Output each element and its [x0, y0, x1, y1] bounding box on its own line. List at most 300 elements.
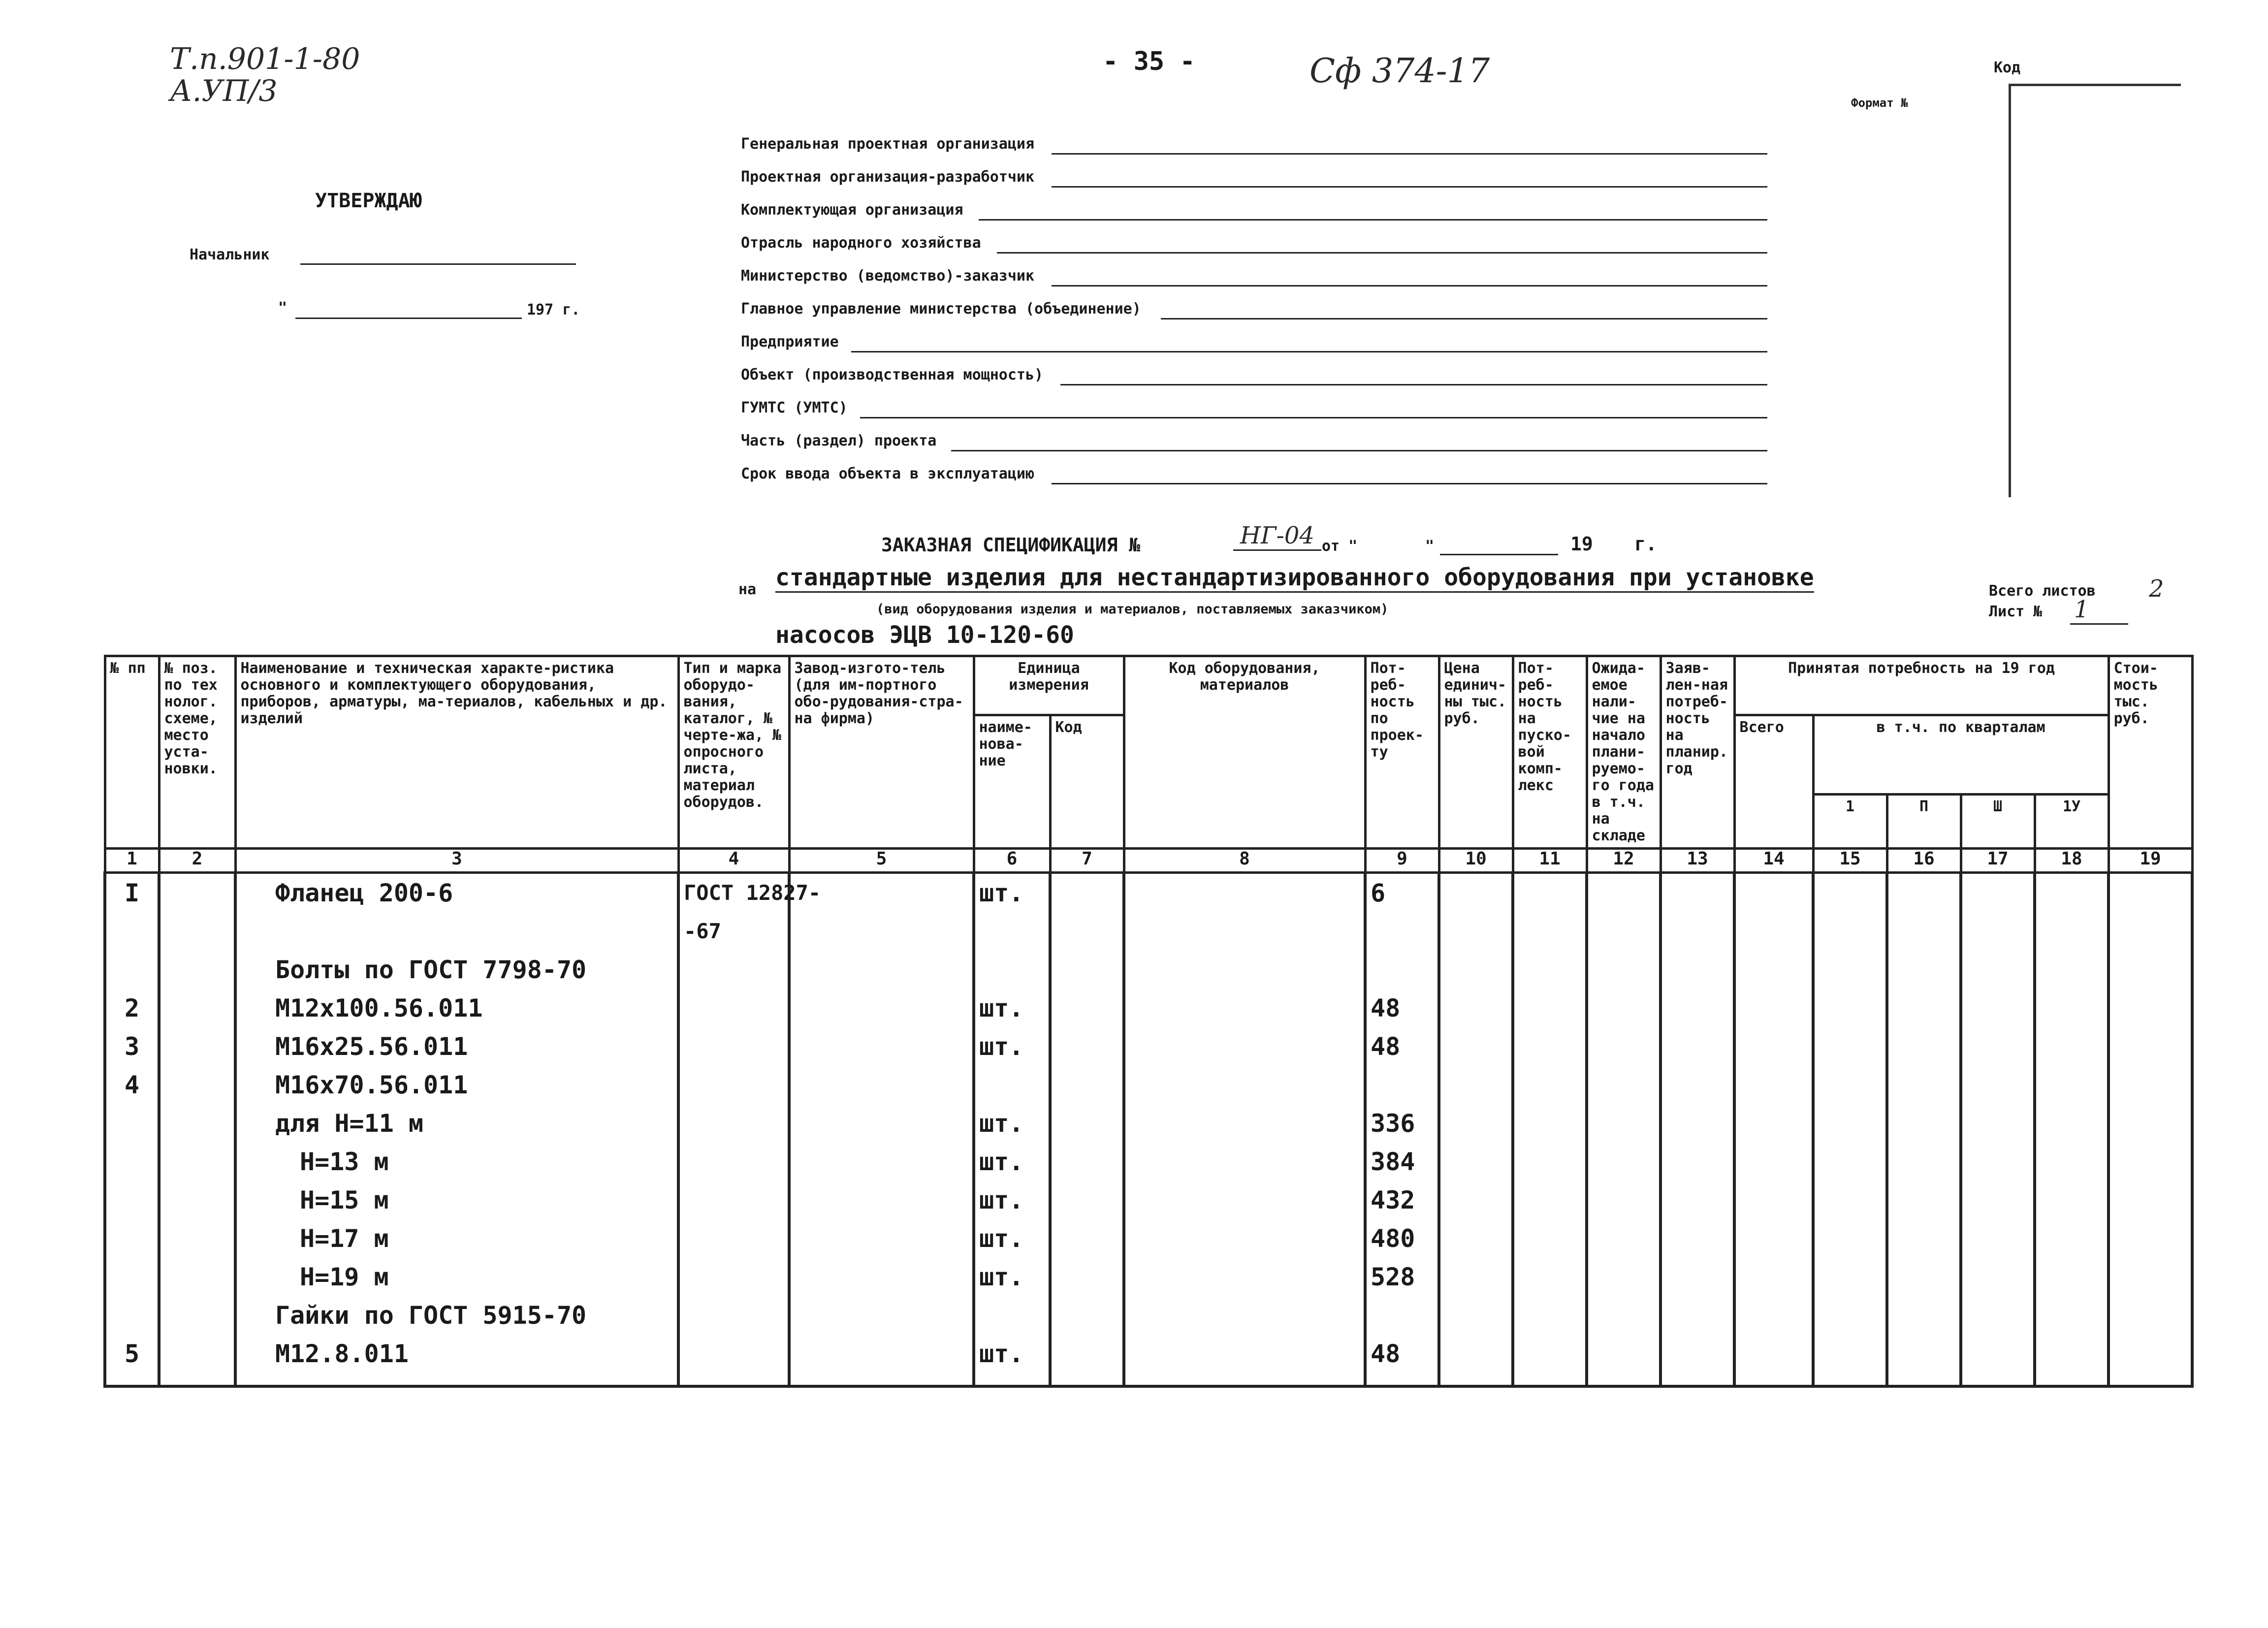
- row-item-name: [235, 989, 678, 1027]
- empty-cell: [1124, 951, 1365, 989]
- format-label: Формат №: [1851, 96, 1908, 110]
- row-item-name: [235, 1181, 678, 1219]
- spec-subject-caption: (вид оборудования изделия и материалов, поставляемых заказчиком): [876, 602, 1389, 617]
- empty-cell: [1887, 873, 1961, 913]
- empty-cell: [1813, 1181, 1887, 1219]
- empty-cell: [1587, 1181, 1661, 1219]
- row-number: [105, 912, 159, 951]
- empty-cell: [1661, 1066, 1734, 1104]
- empty-cell: [2108, 1296, 2192, 1335]
- row-item-unit: шт.: [974, 1219, 1050, 1258]
- row-item-quantity: 48: [1365, 1027, 1439, 1066]
- column-number: 3: [235, 849, 678, 873]
- empty-cell: [1587, 951, 1661, 989]
- table-row: [105, 1066, 2192, 1104]
- organization-fill-line: [1060, 384, 1767, 385]
- table-row: [105, 1219, 2192, 1258]
- empty-cell: [159, 873, 235, 913]
- row-item-quantity: 336: [1365, 1104, 1439, 1143]
- empty-cell: [159, 1219, 235, 1258]
- row-item-type: [678, 1181, 789, 1219]
- empty-cell: [2108, 1143, 2192, 1181]
- empty-cell: [2035, 873, 2108, 913]
- empty-cell: [1961, 1219, 2035, 1258]
- empty-cell: [1813, 1143, 1887, 1181]
- row-item-quantity: 480: [1365, 1219, 1439, 1258]
- row-item-unit: шт.: [974, 1027, 1050, 1066]
- row-item-type: [678, 1027, 789, 1066]
- empty-cell: [1587, 1104, 1661, 1143]
- chief-signature-line: [300, 263, 576, 265]
- empty-cell: [2035, 1066, 2108, 1104]
- header-q3: Ш: [1961, 795, 2035, 849]
- empty-cell: [1734, 1181, 1813, 1219]
- row-item-unit: шт.: [974, 1143, 1050, 1181]
- column-number: 2: [159, 849, 235, 873]
- empty-cell: [1813, 1296, 1887, 1335]
- empty-cell: [2108, 951, 2192, 989]
- empty-cell: [1439, 1181, 1513, 1219]
- empty-cell: [1661, 1143, 1734, 1181]
- empty-cell: [1439, 1143, 1513, 1181]
- organization-fill-line: [851, 351, 1768, 352]
- organization-fill-line: [1052, 153, 1768, 155]
- empty-cell: [1513, 1335, 1587, 1386]
- spec-subject-line2: насосов ЭЦВ 10-120-60: [775, 621, 1074, 649]
- empty-cell: [1050, 1027, 1124, 1066]
- empty-cell: [1050, 1104, 1124, 1143]
- empty-cell: [1961, 1104, 2035, 1143]
- column-number: 18: [2035, 849, 2108, 873]
- empty-cell: [1124, 989, 1365, 1027]
- empty-cell: [1513, 912, 1587, 951]
- row-item-unit: шт.: [974, 989, 1050, 1027]
- table-row: [105, 951, 2192, 989]
- empty-cell: [2108, 1104, 2192, 1143]
- row-item-name-text: Н=17 м: [300, 1224, 389, 1253]
- empty-cell: [1439, 1219, 1513, 1258]
- empty-cell: [1813, 1066, 1887, 1104]
- row-item-name: [235, 1104, 678, 1143]
- row-item-quantity: 432: [1365, 1181, 1439, 1219]
- empty-cell: [2035, 1027, 2108, 1066]
- row-item-name: [235, 1258, 678, 1296]
- empty-cell: [1439, 989, 1513, 1027]
- empty-cell: [1587, 873, 1661, 913]
- row-item-unit: шт.: [974, 1335, 1050, 1386]
- empty-cell: [1661, 1335, 1734, 1386]
- empty-cell: [1661, 1258, 1734, 1296]
- empty-cell: [1961, 1066, 2035, 1104]
- empty-cell: [789, 912, 974, 951]
- empty-cell: [1887, 1296, 1961, 1335]
- empty-cell: [1961, 1027, 2035, 1066]
- row-item-type: [678, 1066, 789, 1104]
- column-number: 10: [1439, 849, 1513, 873]
- empty-cell: [1513, 1296, 1587, 1335]
- empty-cell: [2035, 1143, 2108, 1181]
- header-unit-code: Код: [1050, 715, 1124, 849]
- column-number: 12: [1587, 849, 1661, 873]
- row-item-unit: [974, 1066, 1050, 1104]
- empty-cell: [1513, 873, 1587, 913]
- empty-cell: [159, 1181, 235, 1219]
- empty-cell: [2108, 1335, 2192, 1386]
- column-number: 5: [789, 849, 974, 873]
- row-item-type: [678, 1335, 789, 1386]
- header-cost: Стои-мость тыс. руб.: [2108, 656, 2192, 849]
- empty-cell: [1961, 989, 2035, 1027]
- code-frame-side: [2009, 84, 2011, 497]
- organization-label: Проектная организация-разработчик: [741, 168, 1035, 186]
- spec-quote: ": [1425, 538, 1435, 555]
- row-item-type: [678, 1143, 789, 1181]
- column-number: 16: [1887, 849, 1961, 873]
- spec-year: 19: [1570, 533, 1593, 555]
- table-row: [105, 1143, 2192, 1181]
- empty-cell: [789, 1258, 974, 1296]
- column-number: 15: [1813, 849, 1887, 873]
- empty-cell: [159, 1027, 235, 1066]
- empty-cell: [1439, 1335, 1513, 1386]
- empty-cell: [2108, 1219, 2192, 1258]
- empty-cell: [159, 1143, 235, 1181]
- spec-na: на: [738, 581, 757, 598]
- row-item-type: [678, 1219, 789, 1258]
- row-item-type: -67: [678, 912, 789, 951]
- organization-label: Срок ввода объекта в эксплуатацию: [741, 465, 1035, 482]
- organization-label: ГУМТС (УМТС): [741, 399, 848, 416]
- sheet-label: Лист №: [1989, 603, 2043, 620]
- column-number: 9: [1365, 849, 1439, 873]
- empty-cell: [1439, 1296, 1513, 1335]
- empty-cell: [1439, 1258, 1513, 1296]
- empty-cell: [1587, 1296, 1661, 1335]
- organization-label: Главное управление министерства (объединение): [741, 300, 1141, 318]
- empty-cell: [1661, 1219, 1734, 1258]
- header-startup-need: Пот-реб-ность на пуско-вой комп-лекс: [1513, 656, 1587, 849]
- header-price: Цена единич-ны тыс. руб.: [1439, 656, 1513, 849]
- row-item-name-text: Болты по ГОСТ 7798-70: [275, 956, 587, 984]
- empty-cell: [1124, 1027, 1365, 1066]
- table-row: [105, 1296, 2192, 1335]
- empty-cell: [1887, 1181, 1961, 1219]
- year-label: 197 г.: [527, 301, 580, 319]
- empty-cell: [1439, 873, 1513, 913]
- empty-cell: [2035, 989, 2108, 1027]
- total-sheets-label: Всего листов: [1989, 582, 2096, 600]
- header-q1: 1: [1813, 795, 1887, 849]
- header-q4: 1У: [2035, 795, 2108, 849]
- row-item-quantity: [1365, 1296, 1439, 1335]
- row-item-name: [235, 1027, 678, 1066]
- empty-cell: [789, 1104, 974, 1143]
- empty-cell: [1050, 912, 1124, 951]
- row-item-name-text: Н=13 м: [300, 1148, 389, 1176]
- organization-label: Часть (раздел) проекта: [741, 432, 937, 449]
- organization-label: Министерство (ведомство)-заказчик: [741, 267, 1035, 285]
- empty-cell: [1124, 1296, 1365, 1335]
- row-item-name-text: М16х25.56.011: [275, 1032, 468, 1061]
- empty-cell: [1961, 1258, 2035, 1296]
- organization-label: Предприятие: [741, 333, 839, 351]
- empty-cell: [1439, 1066, 1513, 1104]
- empty-cell: [1661, 1181, 1734, 1219]
- empty-cell: [1124, 1335, 1365, 1386]
- empty-cell: [1124, 1143, 1365, 1181]
- empty-cell: [1887, 989, 1961, 1027]
- empty-cell: [1124, 873, 1365, 913]
- sheet-value: 1: [2070, 596, 2128, 625]
- row-item-name: [235, 912, 678, 951]
- empty-cell: [1734, 912, 1813, 951]
- column-number: 7: [1050, 849, 1124, 873]
- header-equipment-code: Код оборудования, материалов: [1124, 656, 1365, 849]
- row-item-quantity: [1365, 951, 1439, 989]
- empty-cell: [1124, 1066, 1365, 1104]
- empty-cell: [1050, 1258, 1124, 1296]
- row-number: 5: [105, 1335, 159, 1386]
- table-row: [105, 1335, 2192, 1386]
- empty-cell: [1813, 1335, 1887, 1386]
- empty-cell: [789, 1296, 974, 1335]
- empty-cell: [1661, 1104, 1734, 1143]
- empty-cell: [1124, 1181, 1365, 1219]
- empty-cell: [1887, 1258, 1961, 1296]
- code-frame-top: [2009, 84, 2181, 86]
- row-item-quantity: 48: [1365, 1335, 1439, 1386]
- empty-cell: [1734, 1219, 1813, 1258]
- empty-cell: [1439, 1104, 1513, 1143]
- chief-label: Начальник: [190, 246, 270, 263]
- empty-cell: [1513, 1027, 1587, 1066]
- empty-cell: [1661, 1027, 1734, 1066]
- table-row: [105, 1181, 2192, 1219]
- table-row: [105, 1027, 2192, 1066]
- empty-cell: [1734, 1027, 1813, 1066]
- empty-cell: [1813, 873, 1887, 913]
- table-row: [105, 1258, 2192, 1296]
- header-expected-stock: Ожида-емое нали-чие на начало плани-руемо-го года в т.ч. на складе: [1587, 656, 1661, 849]
- empty-cell: [1587, 1027, 1661, 1066]
- header-unit: Единица измерения: [974, 656, 1124, 715]
- row-item-name: [235, 873, 678, 913]
- empty-cell: [1513, 1143, 1587, 1181]
- row-number: [105, 951, 159, 989]
- empty-cell: [1513, 1104, 1587, 1143]
- empty-cell: [1887, 951, 1961, 989]
- row-item-name-text: Фланец 200-6: [275, 879, 453, 907]
- empty-cell: [1813, 1258, 1887, 1296]
- empty-cell: [159, 912, 235, 951]
- empty-cell: [1734, 951, 1813, 989]
- empty-cell: [1513, 951, 1587, 989]
- empty-cell: [1124, 1258, 1365, 1296]
- empty-cell: [789, 1181, 974, 1219]
- spec-subject: стандартные изделия для нестандартизированного оборудования при установке: [775, 564, 1814, 593]
- row-item-name: [235, 1335, 678, 1386]
- empty-cell: [1961, 1181, 2035, 1219]
- code-label: Код: [1994, 59, 2021, 76]
- empty-cell: [2035, 912, 2108, 951]
- row-number: [105, 1296, 159, 1335]
- empty-cell: [1050, 1219, 1124, 1258]
- empty-cell: [1050, 1143, 1124, 1181]
- row-item-name: [235, 1219, 678, 1258]
- table-row: [105, 1104, 2192, 1143]
- spec-date-line: [1440, 554, 1558, 555]
- document-subcode: А.УП/3: [170, 74, 278, 108]
- organization-fill-line: [1052, 483, 1768, 484]
- empty-cell: [1513, 1181, 1587, 1219]
- row-item-unit: [974, 951, 1050, 989]
- empty-cell: [2108, 989, 2192, 1027]
- row-item-type: [678, 1258, 789, 1296]
- empty-cell: [1587, 1335, 1661, 1386]
- empty-cell: [1050, 1335, 1124, 1386]
- organization-label: Комплектующая организация: [741, 201, 963, 219]
- empty-cell: [789, 1335, 974, 1386]
- header-total: Всего: [1734, 715, 1813, 849]
- column-number: 1: [105, 849, 159, 873]
- header-position: № поз. по тех нолог. схеме, место уста-новки.: [159, 656, 235, 849]
- row-item-quantity: 528: [1365, 1258, 1439, 1296]
- empty-cell: [1587, 1258, 1661, 1296]
- empty-cell: [1050, 951, 1124, 989]
- row-item-type: [678, 1296, 789, 1335]
- column-number: 14: [1734, 849, 1813, 873]
- empty-cell: [1050, 873, 1124, 913]
- empty-cell: [1887, 1066, 1961, 1104]
- empty-cell: [1734, 1296, 1813, 1335]
- column-number-row: [105, 849, 2192, 873]
- empty-cell: [1887, 1143, 1961, 1181]
- handwritten-stamp: Сф 374-17: [1310, 52, 1490, 91]
- organization-fill-line: [1052, 285, 1768, 287]
- row-item-unit: [974, 1296, 1050, 1335]
- header-unit-name: наиме-нова-ние: [974, 715, 1050, 849]
- empty-cell: [159, 1104, 235, 1143]
- date-quote: ": [278, 299, 287, 317]
- organization-fill-line: [997, 252, 1768, 254]
- row-item-unit: шт.: [974, 1258, 1050, 1296]
- empty-cell: [1439, 1027, 1513, 1066]
- spec-title: ЗАКАЗНАЯ СПЕЦИФИКАЦИЯ №: [881, 534, 1141, 556]
- row-item-quantity: [1365, 1066, 1439, 1104]
- empty-cell: [1124, 912, 1365, 951]
- column-number: 19: [2108, 849, 2192, 873]
- empty-cell: [1961, 1143, 2035, 1181]
- empty-cell: [1513, 989, 1587, 1027]
- row-item-name: [235, 1066, 678, 1104]
- empty-cell: [1813, 1104, 1887, 1143]
- row-item-name-text: М16х70.56.011: [275, 1071, 468, 1099]
- row-item-type: ГОСТ 12827-: [678, 873, 789, 913]
- empty-cell: [1439, 951, 1513, 989]
- empty-cell: [789, 951, 974, 989]
- empty-cell: [1734, 1104, 1813, 1143]
- organization-label: Объект (производственная мощность): [741, 366, 1044, 383]
- empty-cell: [1587, 912, 1661, 951]
- row-item-type: [678, 1104, 789, 1143]
- empty-cell: [1813, 1219, 1887, 1258]
- empty-cell: [1887, 912, 1961, 951]
- organization-label: Отрасль народного хозяйства: [741, 234, 981, 252]
- empty-cell: [2108, 1181, 2192, 1219]
- row-item-unit: шт.: [974, 1181, 1050, 1219]
- row-item-name: [235, 1296, 678, 1335]
- header-accepted-need: Принятая потребность на 19 год: [1734, 656, 2108, 715]
- row-number: I: [105, 873, 159, 913]
- empty-cell: [2035, 1219, 2108, 1258]
- organization-fill-line: [951, 450, 1767, 451]
- row-number: [105, 1181, 159, 1219]
- organization-fill-line: [1161, 318, 1768, 319]
- spec-number: НГ-04: [1233, 522, 1321, 551]
- empty-cell: [1661, 989, 1734, 1027]
- empty-cell: [2035, 1181, 2108, 1219]
- row-item-quantity: 48: [1365, 989, 1439, 1027]
- header-name: Наименование и техническая характе-ристика основного и комплектующего оборудования, приборов, арматуры, ма-териалов, кабельных и др. изделий: [235, 656, 678, 849]
- date-line: [295, 318, 522, 319]
- empty-cell: [1734, 1066, 1813, 1104]
- empty-cell: [1887, 1335, 1961, 1386]
- empty-cell: [1813, 912, 1887, 951]
- empty-cell: [2035, 951, 2108, 989]
- table-row: [105, 873, 2192, 913]
- empty-cell: [1813, 989, 1887, 1027]
- empty-cell: [1887, 1027, 1961, 1066]
- empty-cell: [1887, 1104, 1961, 1143]
- empty-cell: [159, 1258, 235, 1296]
- empty-cell: [1887, 1219, 1961, 1258]
- row-item-name-text: Гайки по ГОСТ 5915-70: [275, 1301, 587, 1330]
- empty-cell: [1587, 989, 1661, 1027]
- empty-cell: [159, 1296, 235, 1335]
- table-row: [105, 912, 2192, 951]
- empty-cell: [1961, 912, 2035, 951]
- empty-cell: [789, 989, 974, 1027]
- empty-cell: [2108, 912, 2192, 951]
- column-number: 17: [1961, 849, 2035, 873]
- empty-cell: [1513, 1066, 1587, 1104]
- column-number: 4: [678, 849, 789, 873]
- empty-cell: [2035, 1296, 2108, 1335]
- header-manufacturer: Завод-изгото-тель (для им-портного обо-рудования-стра-на фирма): [789, 656, 974, 849]
- organization-label: Генеральная проектная организация: [741, 135, 1035, 153]
- empty-cell: [1961, 1296, 2035, 1335]
- empty-cell: [159, 989, 235, 1027]
- empty-cell: [1587, 1066, 1661, 1104]
- column-number: 13: [1661, 849, 1734, 873]
- spec-from: от ": [1322, 538, 1358, 555]
- organization-fill-line: [860, 417, 1767, 418]
- page-number: - 35 -: [1103, 47, 1195, 76]
- row-number: [105, 1219, 159, 1258]
- empty-cell: [1661, 951, 1734, 989]
- row-number: 4: [105, 1066, 159, 1104]
- header-quarters: в т.ч. по кварталам: [1813, 715, 2108, 795]
- empty-cell: [789, 1219, 974, 1258]
- row-number: [105, 1143, 159, 1181]
- empty-cell: [789, 1027, 974, 1066]
- row-number: 2: [105, 989, 159, 1027]
- organization-fill-line: [1052, 186, 1768, 188]
- row-number: 3: [105, 1027, 159, 1066]
- empty-cell: [2035, 1335, 2108, 1386]
- header-type: Тип и марка оборудо-вания, каталог, № черте-жа, № опросного листа, материал оборудов.: [678, 656, 789, 849]
- empty-cell: [1961, 873, 2035, 913]
